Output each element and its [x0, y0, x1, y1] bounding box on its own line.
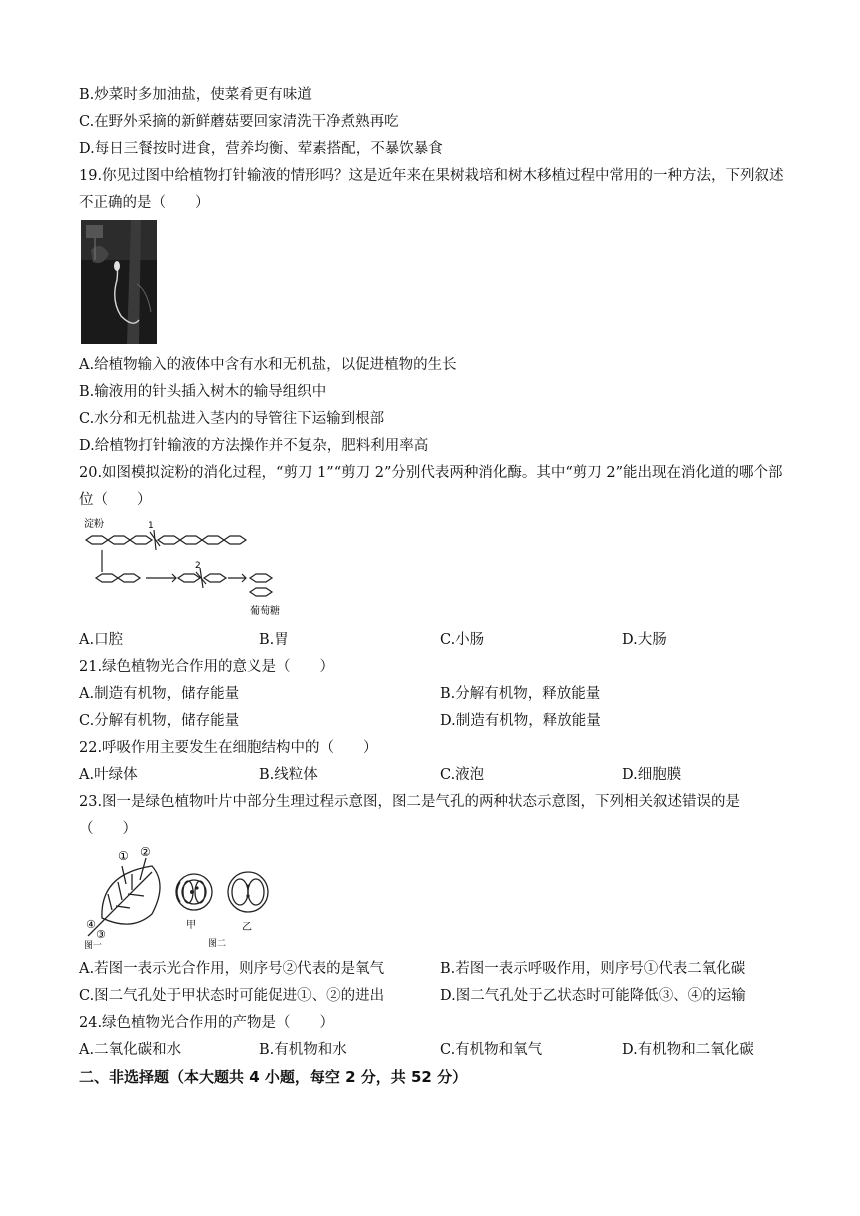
q20-stem: 20.如图模拟淀粉的消化过程，“剪刀 1”“剪刀 2”分别代表两种消化酶。其中“剪刀 2”能出现在消化道的哪个部位（ ）	[79, 465, 783, 508]
q23-option-a: A.若图一表示光合作用，则序号②代表的是氧气	[79, 961, 385, 977]
label-yi: 乙	[242, 922, 252, 933]
label-jia: 甲	[186, 920, 196, 931]
q19-option-a: A.给植物输入的液体中含有水和无机盐，以促进植物的生长	[79, 357, 457, 373]
q24-option-a: A.二氧化碳和水	[79, 1042, 182, 1058]
q19-option-d: D.给植物打针输液的方法操作并不复杂，肥料利用率高	[79, 438, 429, 454]
starch-digestion-diagram	[82, 516, 294, 620]
q22-option-c: C.液泡	[440, 767, 485, 783]
q18-option-c: C.在野外采摘的新鲜蘑菇要回家清洗干净煮熟再吃	[79, 114, 399, 130]
q19-option-b: B.输液用的针头插入树木的输导组织中	[79, 384, 327, 400]
q21-option-b: B.分解有机物，释放能量	[440, 686, 601, 702]
q18-option-d: D.每日三餐按时进食，营养均衡、荤素搭配，不暴饮暴食	[79, 141, 443, 157]
q19-stem: 19.你见过图中给植物打针输液的情形吗？这是近年来在果树栽培和树木移植过程中常用的一种方法，下列叙述不正确的是（ ）	[79, 168, 784, 211]
label-circle-4: ④	[86, 918, 96, 931]
label-figure-2: 图二	[208, 939, 227, 949]
scissors-1-label: 1	[148, 521, 154, 531]
q18-option-b: B.炒菜时多加油盐，使菜肴更有味道	[79, 87, 312, 103]
section-2-heading: 二、非选择题（本大题共 4 小题，每空 2 分，共 52 分）	[79, 1068, 468, 1086]
q19-option-c: C.水分和无机盐进入茎内的导管往下运输到根部	[79, 411, 385, 427]
q20-option-c: C.小肠	[440, 632, 485, 648]
q24-option-d: D.有机物和二氧化碳	[622, 1042, 754, 1058]
scissors-2-label: 2	[195, 561, 201, 571]
q24-option-c: C.有机物和氧气	[440, 1042, 543, 1058]
q21-option-d: D.制造有机物，释放能量	[440, 713, 601, 729]
q22-option-a: A.叶绿体	[79, 767, 138, 783]
q24-stem: 24.绿色植物光合作用的产物是（ ）	[79, 1015, 335, 1031]
q21-option-c: C.分解有机物，储存能量	[79, 713, 240, 729]
q24-option-b: B.有机物和水	[259, 1042, 347, 1058]
q22-stem: 22.呼吸作用主要发生在细胞结构中的（ ）	[79, 740, 378, 756]
q23-option-b: B.若图一表示呼吸作用，则序号①代表二氧化碳	[440, 961, 746, 977]
label-circle-2: ②	[140, 845, 151, 859]
q23-stem: 23.图一是绿色植物叶片中部分生理过程示意图，图二是气孔的两种状态示意图，下列相关叙述错误的是（ ）	[79, 794, 741, 837]
q22-option-b: B.线粒体	[259, 767, 318, 783]
starch-label: 淀粉	[84, 519, 104, 530]
label-figure-1: 图一	[84, 941, 103, 950]
q21-option-a: A.制造有机物，储存能量	[79, 686, 240, 702]
label-circle-3: ③	[96, 928, 106, 941]
glucose-label: 葡萄糖	[250, 606, 280, 617]
q20-option-a: A.口腔	[79, 632, 124, 648]
leaf-stomata-diagram	[82, 844, 278, 950]
q23-option-c: C.图二气孔处于甲状态时可能促进①、②的进出	[79, 988, 385, 1004]
tree-infusion-photo	[81, 220, 157, 344]
q20-option-d: D.大肠	[622, 632, 667, 648]
q20-option-b: B.胃	[259, 632, 289, 648]
q21-stem: 21.绿色植物光合作用的意义是（ ）	[79, 659, 335, 675]
label-circle-1: ①	[118, 849, 129, 863]
q22-option-d: D.细胞膜	[622, 767, 682, 783]
q23-option-d: D.图二气孔处于乙状态时可能降低③、④的运输	[440, 988, 746, 1004]
